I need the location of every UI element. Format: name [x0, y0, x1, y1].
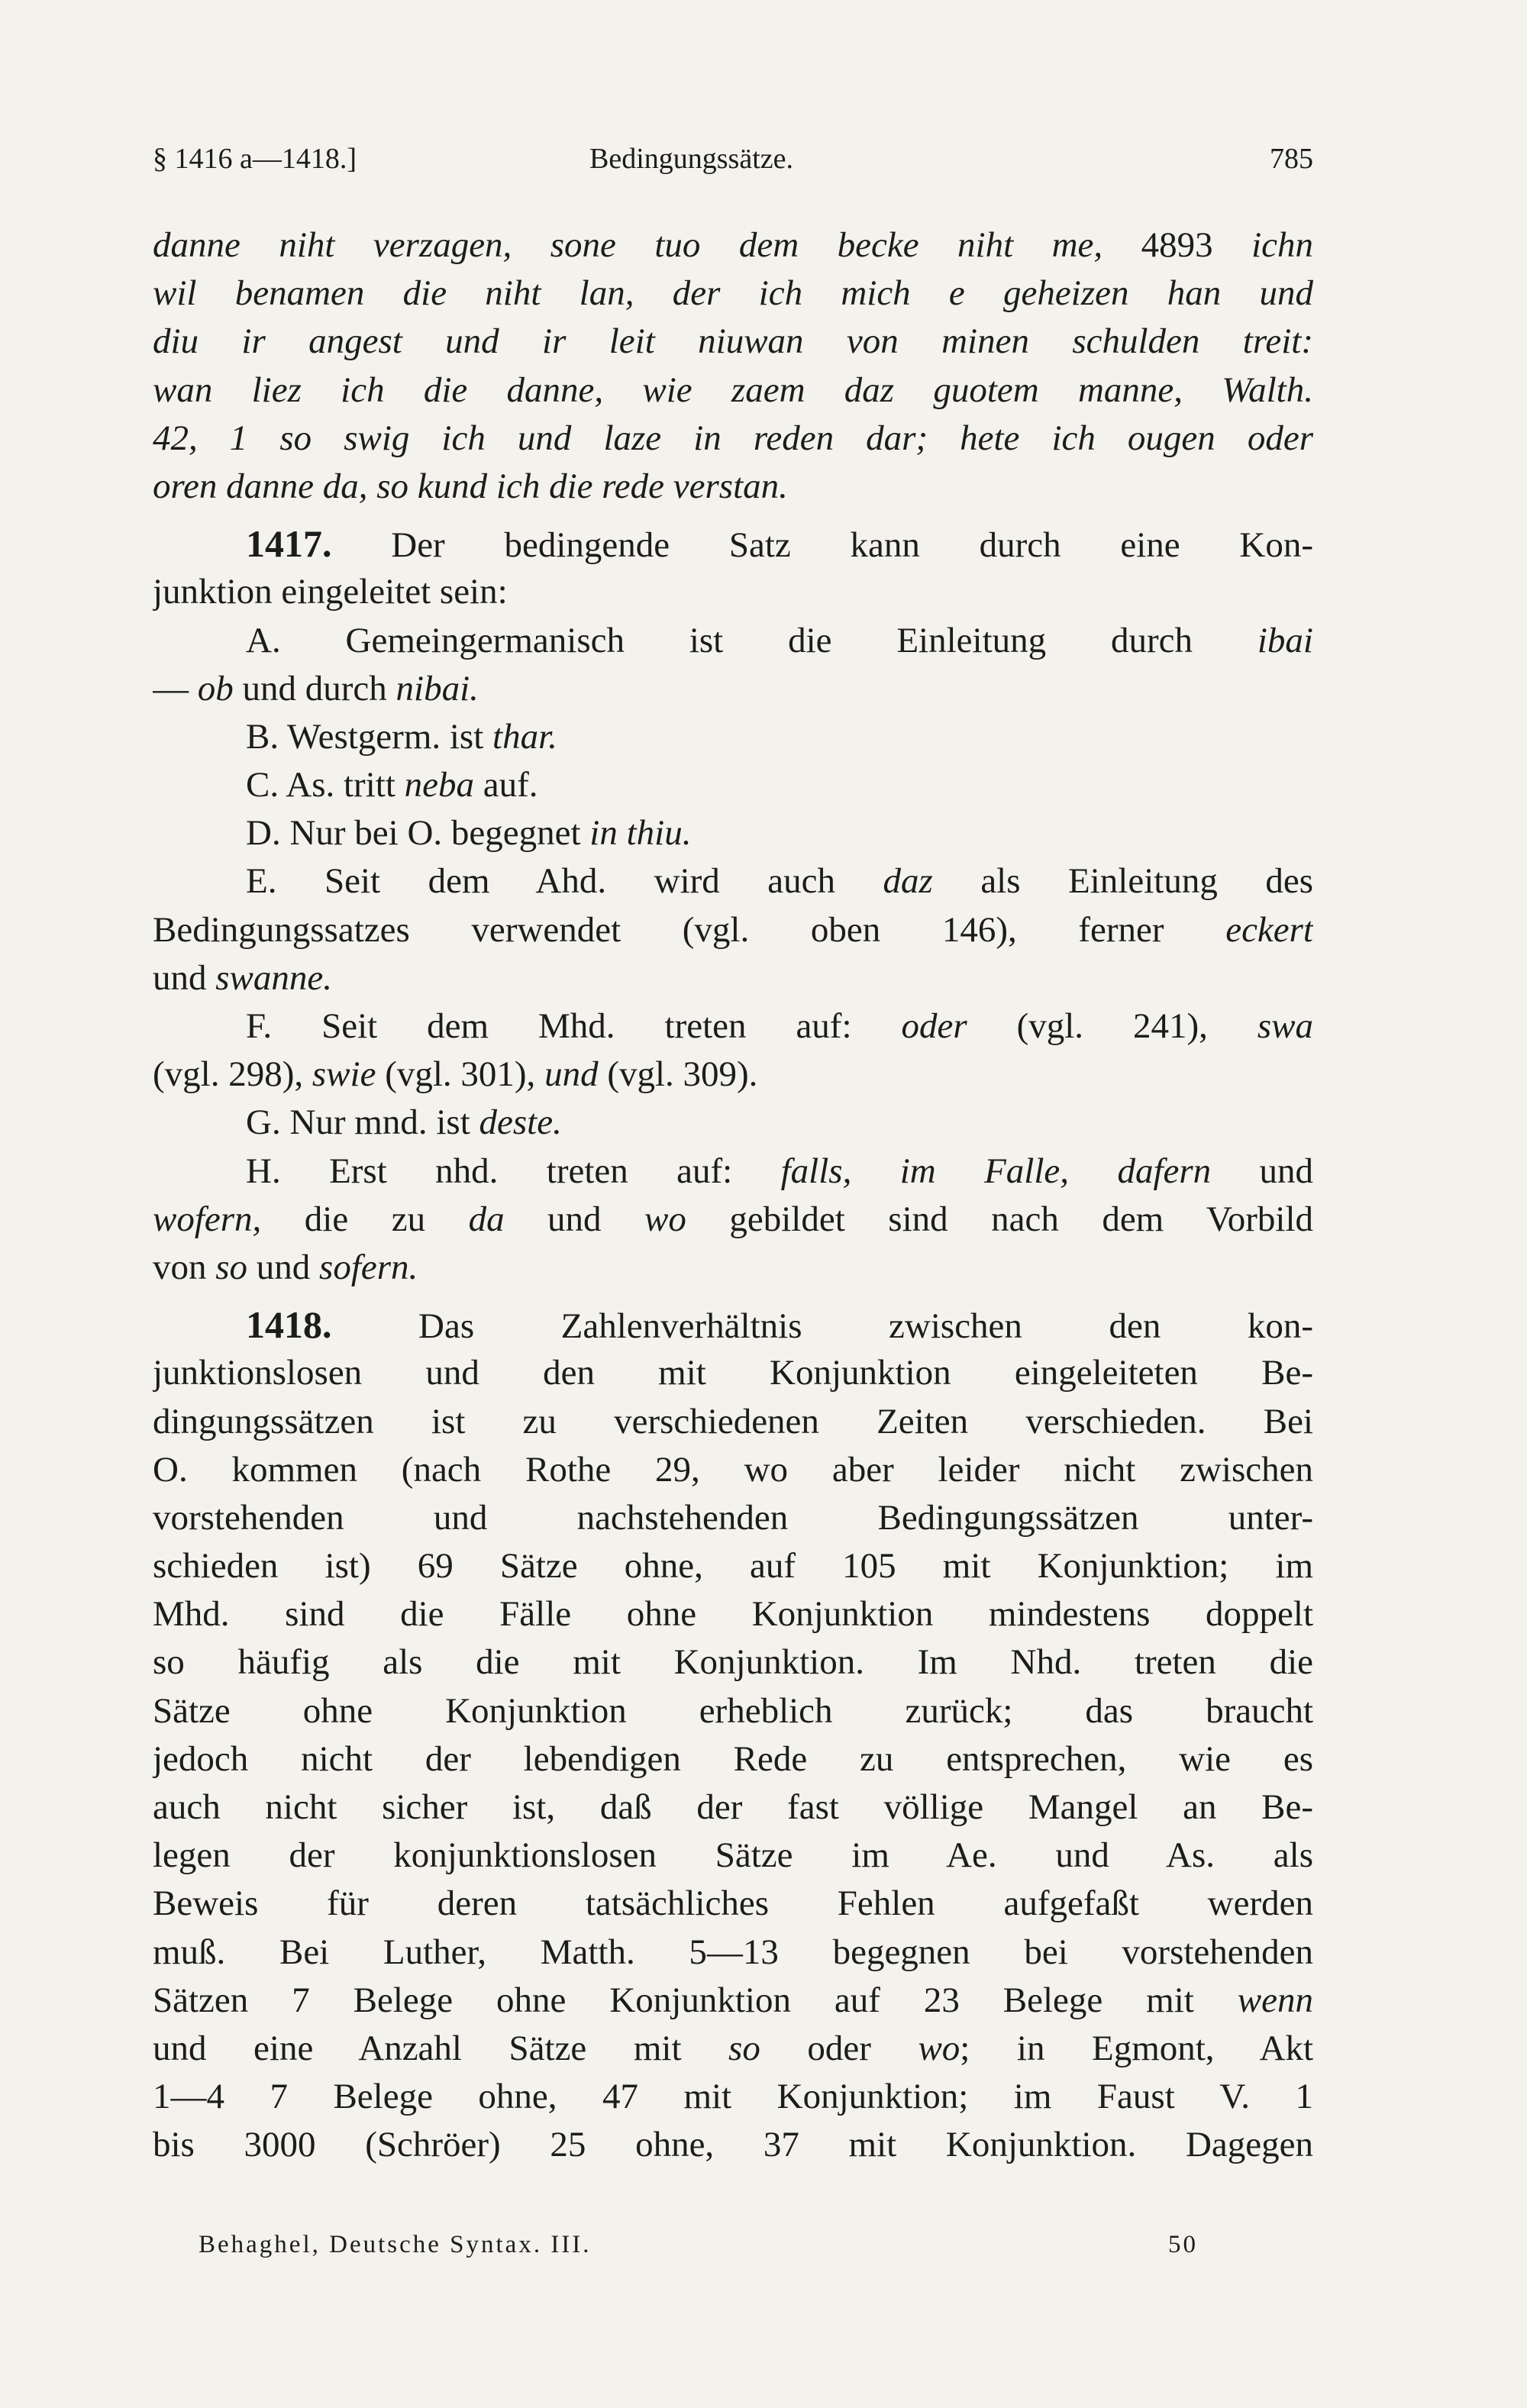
page-footer: [199, 2222, 1313, 2268]
text-line: Bedingungssatzes verwendet (vgl. oben 146), ferner eckert: [153, 909, 1313, 950]
page-body: [153, 221, 1313, 2170]
section-1418-heading-line: 1418. Das Zahlenverhältnis zwischen den kon-: [246, 1303, 1313, 1347]
text-line: 1—4 7 Belege ohne, 47 mit Konjunktion; im Faust V. 1: [153, 2077, 1313, 2117]
text-line: diu ir angest und ir leit niuwan von minen schulden treit:: [153, 321, 1313, 362]
text-line: Sätze ohne Konjunktion erheblich zurück; das braucht: [153, 1690, 1313, 1731]
section-number: 1417.: [246, 522, 332, 566]
text-line: so häufig als die mit Konjunktion. Im Nhd. treten die: [153, 1642, 1313, 1683]
text-line: auch nicht sicher ist, daß der fast völlige Mangel an Be-: [153, 1787, 1313, 1827]
text-line: bis 3000 (Schröer) 25 ohne, 37 mit Konjunktion. Dagegen: [153, 2125, 1313, 2165]
text-line: junktionslosen und den mit Konjunktion eingeleiteten Be-: [153, 1353, 1313, 1393]
text-line: und eine Anzahl Sätze mit so oder wo; in Egmont, Akt: [153, 2028, 1313, 2068]
text-line: wil benamen die niht lan, der ich mich e geheizen han und: [153, 273, 1313, 314]
text-line: Mhd. sind die Fälle ohne Konjunktion mindestens doppelt: [153, 1594, 1313, 1635]
list-item-b: B. Westgerm. ist thar.: [246, 716, 557, 757]
text-line: oren danne da, so kund ich die rede verstan.: [153, 466, 788, 506]
text-line: schieden ist) 69 Sätze ohne, auf 105 mit Konjunktion; im: [153, 1546, 1313, 1587]
text-line: und swanne.: [153, 957, 332, 998]
text-line: 42, 1 so swig ich und laze in reden dar; hete ich ougen oder: [153, 418, 1313, 458]
section-1417-heading-line: 1417. Der bedingende Satz kann durch eine Kon-: [246, 522, 1313, 566]
list-item-a: A. Gemeingermanisch ist die Einleitung durch ibai: [246, 620, 1313, 660]
text-line: Sätzen 7 Belege ohne Konjunktion auf 23 Belege mit wenn: [153, 1980, 1313, 2020]
text-line: legen der konjunktionslosen Sätze im Ae. und As. als: [153, 1835, 1313, 1876]
text-line: dingungssätzen ist zu verschiedenen Zeiten verschieden. Bei: [153, 1401, 1313, 1441]
running-header: [153, 136, 1313, 182]
header-title: Bedingungssätze.: [589, 143, 794, 175]
text-line: junktion eingeleitet sein:: [153, 572, 508, 612]
text-line: (vgl. 298), swie (vgl. 301), und (vgl. 309).: [153, 1054, 758, 1095]
signature-mark: 50: [1168, 2231, 1198, 2258]
text-line: O. kommen (nach Rothe 29, wo aber leider nicht zwischen: [153, 1449, 1313, 1490]
text-line: danne niht verzagen, sone tuo dem becke niht me, 4893 ichn: [153, 225, 1313, 265]
list-item-g: G. Nur mnd. ist deste.: [246, 1102, 562, 1143]
header-section-range: § 1416 a—1418.]: [153, 143, 357, 175]
text-line: von so und sofern.: [153, 1247, 418, 1287]
list-item-h: H. Erst nhd. treten auf: falls, im Falle, dafern und: [246, 1151, 1313, 1191]
text-line: vorstehenden und nachstehenden Bedingungssätzen unter-: [153, 1497, 1313, 1538]
book-page: [153, 0, 1313, 2408]
page-number: 785: [1270, 143, 1313, 175]
text-line: Beweis für deren tatsächliches Fehlen aufgefaßt werden: [153, 1883, 1313, 1924]
section-number: 1418.: [246, 1303, 332, 1347]
list-item-f: F. Seit dem Mhd. treten auf: oder (vgl. 241), swa: [246, 1006, 1313, 1046]
text-line: wofern, die zu da und wo gebildet sind nach dem Vorbild: [153, 1199, 1313, 1239]
list-item-d: D. Nur bei O. begegnet in thiu.: [246, 813, 692, 854]
text-line: — ob und durch nibai.: [153, 668, 479, 709]
text-line: muß. Bei Luther, Matth. 5—13 begegnen bei vorstehenden: [153, 1932, 1313, 1972]
book-citation: Behaghel, Deutsche Syntax. III.: [199, 2231, 592, 2258]
list-item-e: E. Seit dem Ahd. wird auch daz als Einleitung des: [246, 861, 1313, 902]
text-line: jedoch nicht der lebendigen Rede zu entsprechen, wie es: [153, 1738, 1313, 1779]
list-item-c: C. As. tritt neba auf.: [246, 765, 538, 805]
text-line: wan liez ich die danne, wie zaem daz guotem manne, Walth.: [153, 370, 1313, 410]
